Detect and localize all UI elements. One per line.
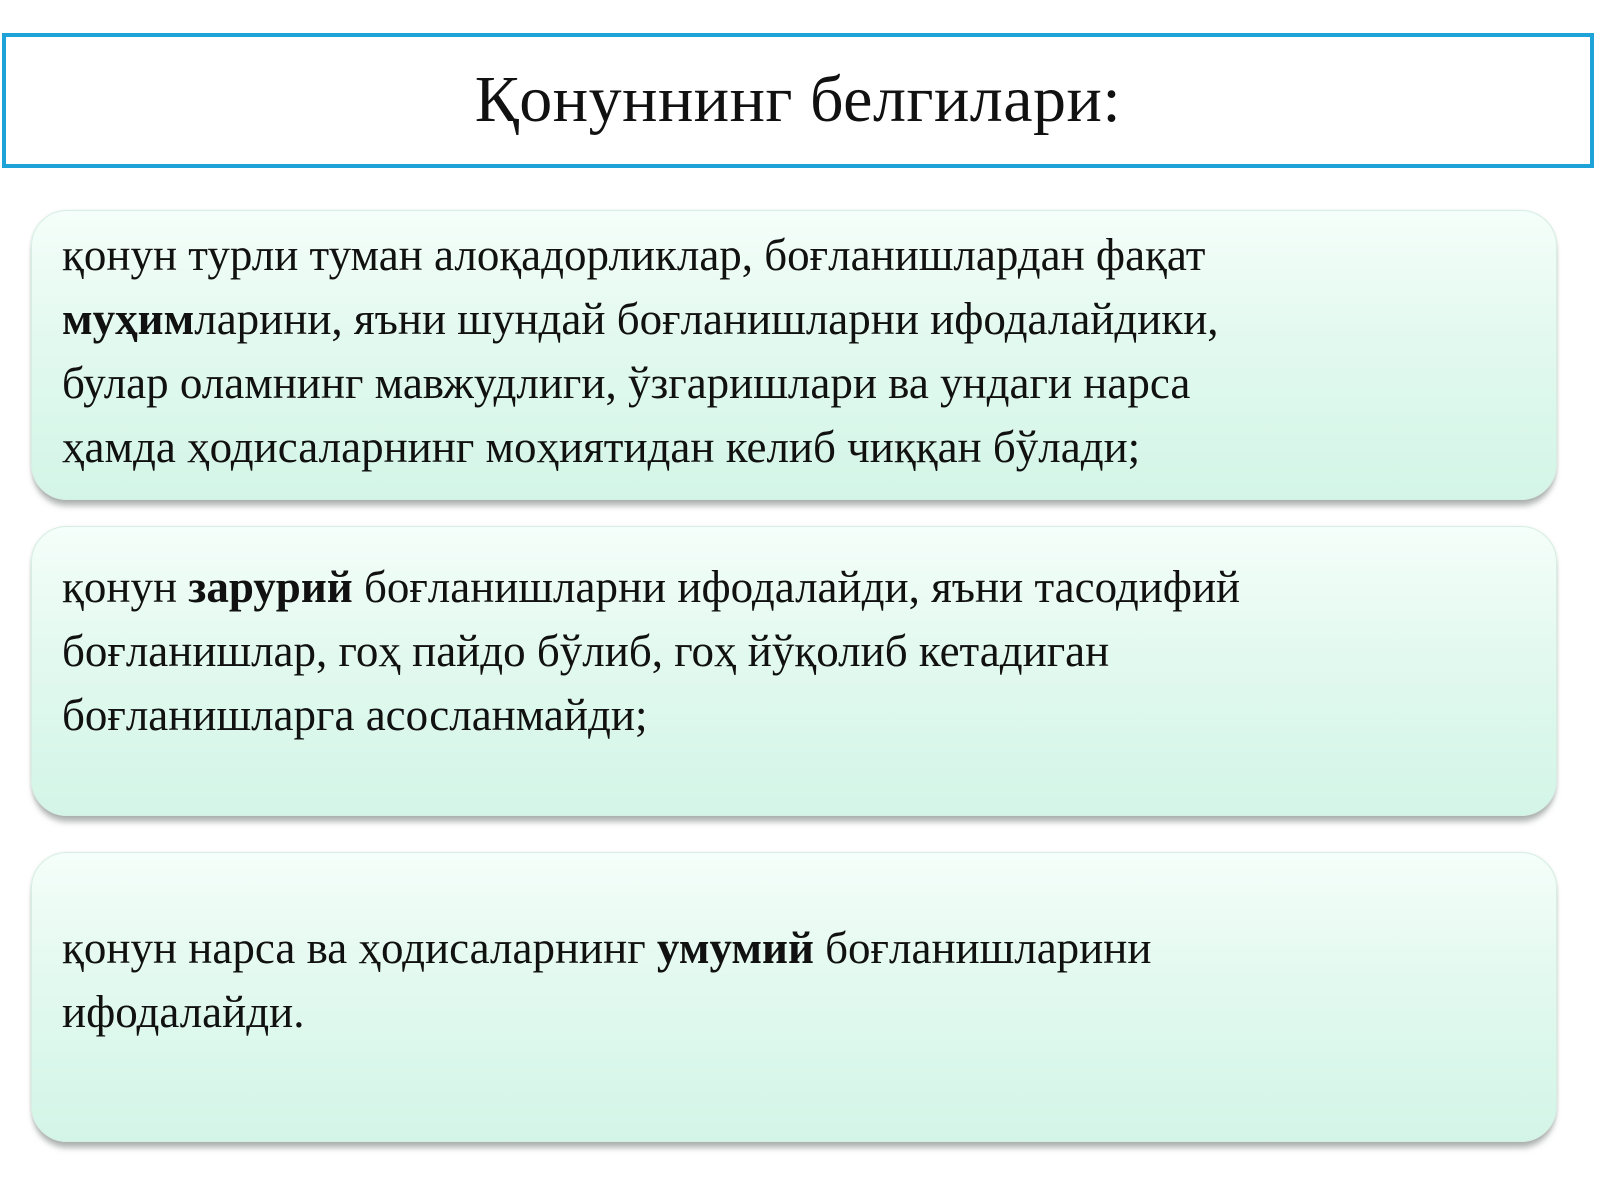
title-box [2, 33, 1594, 168]
card-1-line-2: ларини, яъни шундай боғланишларни ифодалайдики, [194, 294, 1219, 344]
card-2-line-1-post: боғланишларни ифодалайди, яъни тасодифий [352, 562, 1241, 612]
card-2-text [62, 555, 1240, 747]
card-2-emphasis: зарурий [188, 562, 353, 612]
card-2-line-3: боғланишларга асосланмайди; [62, 690, 648, 740]
feature-card-3 [31, 852, 1557, 1142]
card-3-line-1-pre: қонун нарса ва ҳодисаларнинг [62, 923, 657, 973]
feature-card-2 [31, 526, 1557, 816]
card-2-line-1-pre: қонун [62, 562, 189, 612]
card-1-line-1: қонун турли туман алоқадорликлар, боғланишлардан фақат [62, 230, 1206, 280]
card-3-line-1-post: боғланишларини [813, 923, 1152, 973]
card-1-emphasis: муҳим [62, 294, 195, 344]
card-2-line-2: боғланишлар, гоҳ пайдо бўлиб, гоҳ йўқолиб кетадиган [62, 626, 1110, 676]
card-3-text [62, 916, 1151, 1044]
card-1-line-3: булар оламнинг мавжудлиги, ўзгаришлари ва ундаги нарса [62, 358, 1191, 408]
slide-title: Қонуннинг белгилари: [474, 62, 1122, 136]
card-3-line-2: ифодалайди. [62, 987, 305, 1037]
feature-card-1 [31, 210, 1557, 500]
card-1-text [62, 223, 1219, 479]
card-3-emphasis: умумий [656, 923, 814, 973]
card-1-line-4: ҳамда ҳодисаларнинг моҳиятидан келиб чиққан бўлади; [62, 422, 1141, 472]
